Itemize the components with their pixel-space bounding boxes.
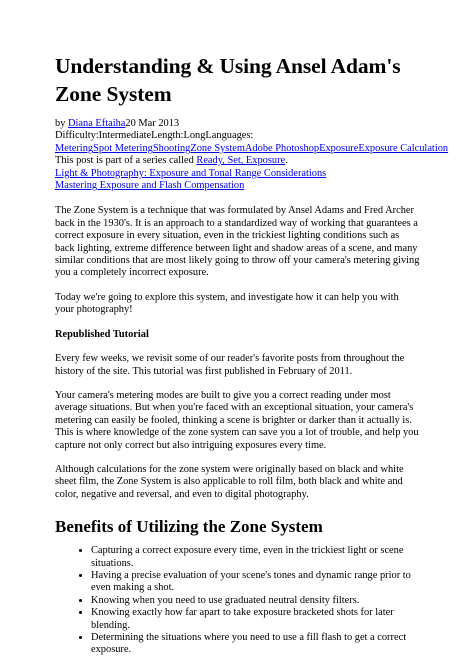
- tag-link[interactable]: Adobe Photoshop: [244, 142, 320, 154]
- metering-paragraph: Your camera's metering modes are built to give you a correct reading under most average situations. But when you're faced with an exceptional situation, your camera's metering can easily be fooled, thinking a scene is brighter or darker than it actually is. This is where knowledge of the zone system can save you a lot of trouble, and help you capture not only correct but also intriguing exposures every time.: [55, 389, 419, 451]
- byline: [55, 118, 420, 130]
- article-title: Understanding & Using Ansel Adam's Zone System: [55, 54, 401, 106]
- byline-prefix: by: [55, 118, 68, 129]
- tag-link[interactable]: Exposure Calculation: [358, 142, 449, 154]
- tag-link[interactable]: Metering: [55, 142, 94, 154]
- article-meta: [55, 118, 449, 192]
- list-item: • Capturing a correct exposure every time, even in the trickiest light or scene situations.: [91, 545, 420, 570]
- author-link[interactable]: Diana Eftaiha: [68, 118, 126, 129]
- tag-list: [55, 142, 449, 155]
- tag-link[interactable]: Shooting: [152, 142, 191, 154]
- list-item: • Determining the situations where you need to use a fill flash to get a correct exposure.: [91, 632, 420, 657]
- related-link-row: [55, 180, 420, 192]
- series-note: [55, 155, 420, 167]
- tag-link[interactable]: Exposure: [319, 142, 359, 154]
- calculations-paragraph: Although calculations for the zone system were originally based on black and white sheet film, the Zone System is also applicable to roll film, both black and white and color, negative and reversal, and even to digital photography.: [55, 463, 404, 500]
- details-line: Difficulty:IntermediateLength:LongLanguages:: [55, 130, 254, 142]
- article: [55, 52, 449, 657]
- list-item: • Knowing when you need to use graduated neutral density filters.: [91, 595, 420, 607]
- related-link[interactable]: Mastering Exposure and Flash Compensation: [55, 180, 245, 192]
- publish-date: 20 Mar 2013: [125, 118, 180, 129]
- series-link[interactable]: Ready, Set, Exposure: [196, 155, 286, 167]
- tag-link[interactable]: Spot Metering: [93, 142, 153, 154]
- today-paragraph: Today we're going to explore this system, and investigate how it can help you with your photography!: [55, 291, 399, 316]
- series-suffix: .: [285, 155, 288, 167]
- republished-paragraph: Every few weeks, we revisit some of our reader's favorite posts from throughout the history of the site. This tutorial was first published in February of 2011.: [55, 353, 405, 377]
- related-link-row: [55, 168, 420, 180]
- series-prefix: This post is part of a series called: [55, 155, 197, 167]
- benefits-list: [55, 545, 420, 657]
- republished-heading: Republished Tutorial: [55, 328, 149, 340]
- intro-paragraph: The Zone System is a technique that was formulated by Ansel Adams and Fred Archer back in the 1930's. It is an approach to a standardized way of working that guarantees a correct exposure in every situation, even in the trickiest lighting conditions such as back lighting, extreme difference between light and shadow areas of a scene, and many similar conditions that are most likely going to throw off your camera's metering giving you a completely incorrect exposure.: [55, 205, 420, 279]
- tag-link[interactable]: Zone System: [190, 142, 245, 154]
- list-item: • Knowing exactly how far apart to take exposure bracketed shots for later blending.: [91, 607, 420, 632]
- benefits-heading: Benefits of Utilizing the Zone System: [55, 517, 323, 537]
- list-item: • Having a precise evaluation of your scene's tones and dynamic range prior to even making a shot.: [91, 570, 420, 595]
- related-link[interactable]: Light & Photography: Exposure and Tonal Range Considerations: [55, 167, 327, 179]
